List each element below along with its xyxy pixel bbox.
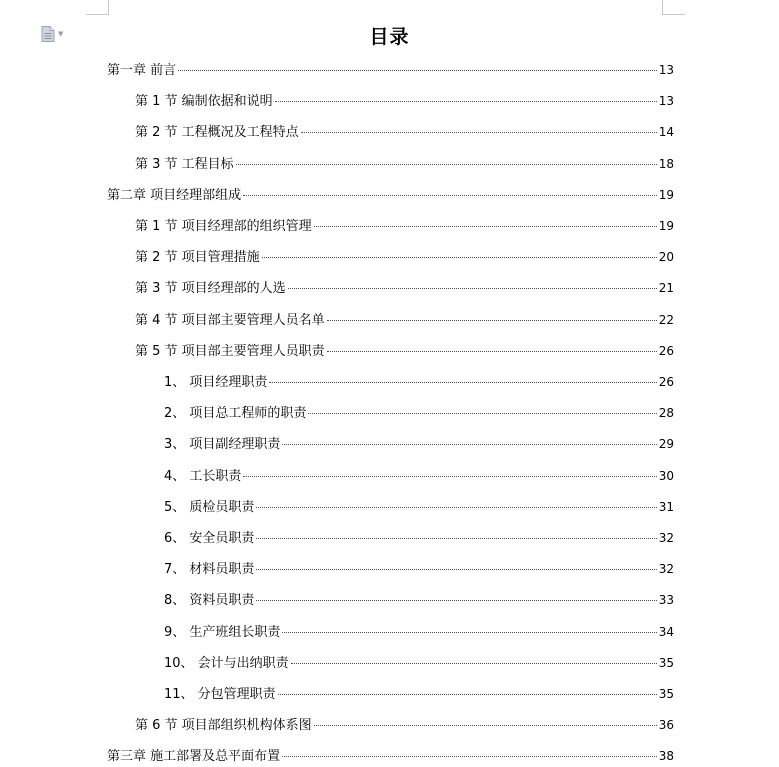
dot-leader [256,569,657,570]
dot-leader [275,101,657,102]
toc-entry-page-number: 34 [658,625,674,639]
toc-entry-label: 4、 工长职责 [164,469,242,484]
toc-entry-label: 第 1 节 项目经理部的组织管理 [135,219,312,234]
toc-entry-label: 第 3 节 工程目标 [135,157,234,172]
toc-entry-page-number: 31 [658,500,674,514]
dot-leader [256,600,657,601]
toc-entry[interactable] [135,154,674,174]
toc-entry[interactable] [135,216,674,236]
dot-leader [278,694,657,695]
toc-entry-label: 5、 质检员职责 [164,500,255,515]
toc-entry-label: 3、 项目副经理职责 [164,437,281,452]
toc-entry[interactable] [164,653,674,673]
dot-leader [282,632,657,633]
toc-entry-page-number: 19 [658,188,674,202]
page-corner-mark-left [86,0,109,15]
toc-entry-label: 1、 项目经理职责 [164,375,268,390]
dot-leader [243,195,657,196]
dot-leader [314,226,657,227]
toc-entry-label: 第 5 节 项目部主要管理人员职责 [135,344,325,359]
toc-entry[interactable] [135,122,674,142]
dot-leader [262,257,657,258]
toc-entry-label: 2、 项目总工程师的职责 [164,406,307,421]
toc-entry[interactable] [164,590,674,610]
toc-entry-page-number: 33 [658,593,674,607]
toc-entry-label: 第 4 节 项目部主要管理人员名单 [135,313,325,328]
dropdown-caret-icon: ▼ [58,29,64,38]
dot-leader [327,320,657,321]
toc-entry-label: 第 6 节 项目部组织机构体系图 [135,718,312,733]
toc-entry[interactable] [135,715,674,735]
toc-entry[interactable] [107,185,674,205]
toc-entry[interactable] [164,684,674,704]
toc-entry-label: 第一章 前言 [107,63,177,78]
dot-leader [327,351,657,352]
dot-leader [282,444,657,445]
toc-entry-page-number: 29 [658,437,674,451]
toc-entry[interactable] [135,247,674,267]
toc-entry-page-number: 13 [658,63,674,77]
dot-leader [301,132,657,133]
toc-entry[interactable] [107,60,674,80]
toc-entry[interactable] [164,622,674,642]
toc-entry[interactable] [135,341,674,361]
toc-entry-label: 10、 会计与出纳职责 [164,656,289,671]
dot-leader [282,756,657,757]
toc-entry-label: 第二章 项目经理部组成 [107,188,242,203]
toc-entry-label: 11、 分包管理职责 [164,687,276,702]
toc-entry-page-number: 26 [658,375,674,389]
page-corner-mark-right [662,0,685,15]
toc-entry-label: 第 2 节 项目管理措施 [135,250,260,265]
toc-entry-page-number: 28 [658,406,674,420]
toc-entry-page-number: 30 [658,469,674,483]
toc-entry[interactable] [107,746,674,766]
toc-entry[interactable] [164,434,674,454]
toc-entry-page-number: 13 [658,94,674,108]
dot-leader [291,663,657,664]
page-title: 目录 [369,26,410,48]
toc-entry-label: 第三章 施工部署及总平面布置 [107,749,281,764]
toc-entry-label: 6、 安全员职责 [164,531,255,546]
toc-entry[interactable] [135,310,674,330]
toc-entry[interactable] [135,91,674,111]
toc-entry-label: 第 2 节 工程概况及工程特点 [135,125,299,140]
toc-entry-page-number: 22 [658,313,674,327]
toc-entry[interactable] [164,466,674,486]
toc-entry-page-number: 32 [658,562,674,576]
dot-leader [288,288,657,289]
toc-entry[interactable] [164,528,674,548]
dot-leader [243,476,657,477]
toc-entry[interactable] [135,278,674,298]
toc-entry-page-number: 21 [658,281,674,295]
toc-entry-label: 8、 资料员职责 [164,593,255,608]
toc-entry-label: 第 1 节 编制依据和说明 [135,94,273,109]
toc-entry[interactable] [164,559,674,579]
toc-entry-page-number: 35 [658,687,674,701]
toc-entry[interactable] [164,497,674,517]
toc-entry[interactable] [164,372,674,392]
dot-leader [308,413,657,414]
dot-leader [236,164,657,165]
toc-entry-page-number: 19 [658,219,674,233]
toc-entry-page-number: 32 [658,531,674,545]
toc-entry-page-number: 14 [658,125,674,139]
dot-leader [314,725,657,726]
toc-entry-label: 7、 材料员职责 [164,562,255,577]
toc-entry-page-number: 35 [658,656,674,670]
toc-entry-page-number: 26 [658,344,674,358]
dot-leader [269,382,657,383]
dot-leader [178,70,657,71]
toc-entry-page-number: 18 [658,157,674,171]
toc-entry-label: 第 3 节 项目经理部的人选 [135,281,286,296]
dot-leader [256,507,657,508]
dot-leader [256,538,657,539]
toc-entry-page-number: 36 [658,718,674,732]
toc-entry-page-number: 20 [658,250,674,264]
toc-entry[interactable] [164,403,674,423]
toc-entry-label: 9、 生产班组长职责 [164,625,281,640]
toc-entry-page-number: 38 [658,749,674,763]
